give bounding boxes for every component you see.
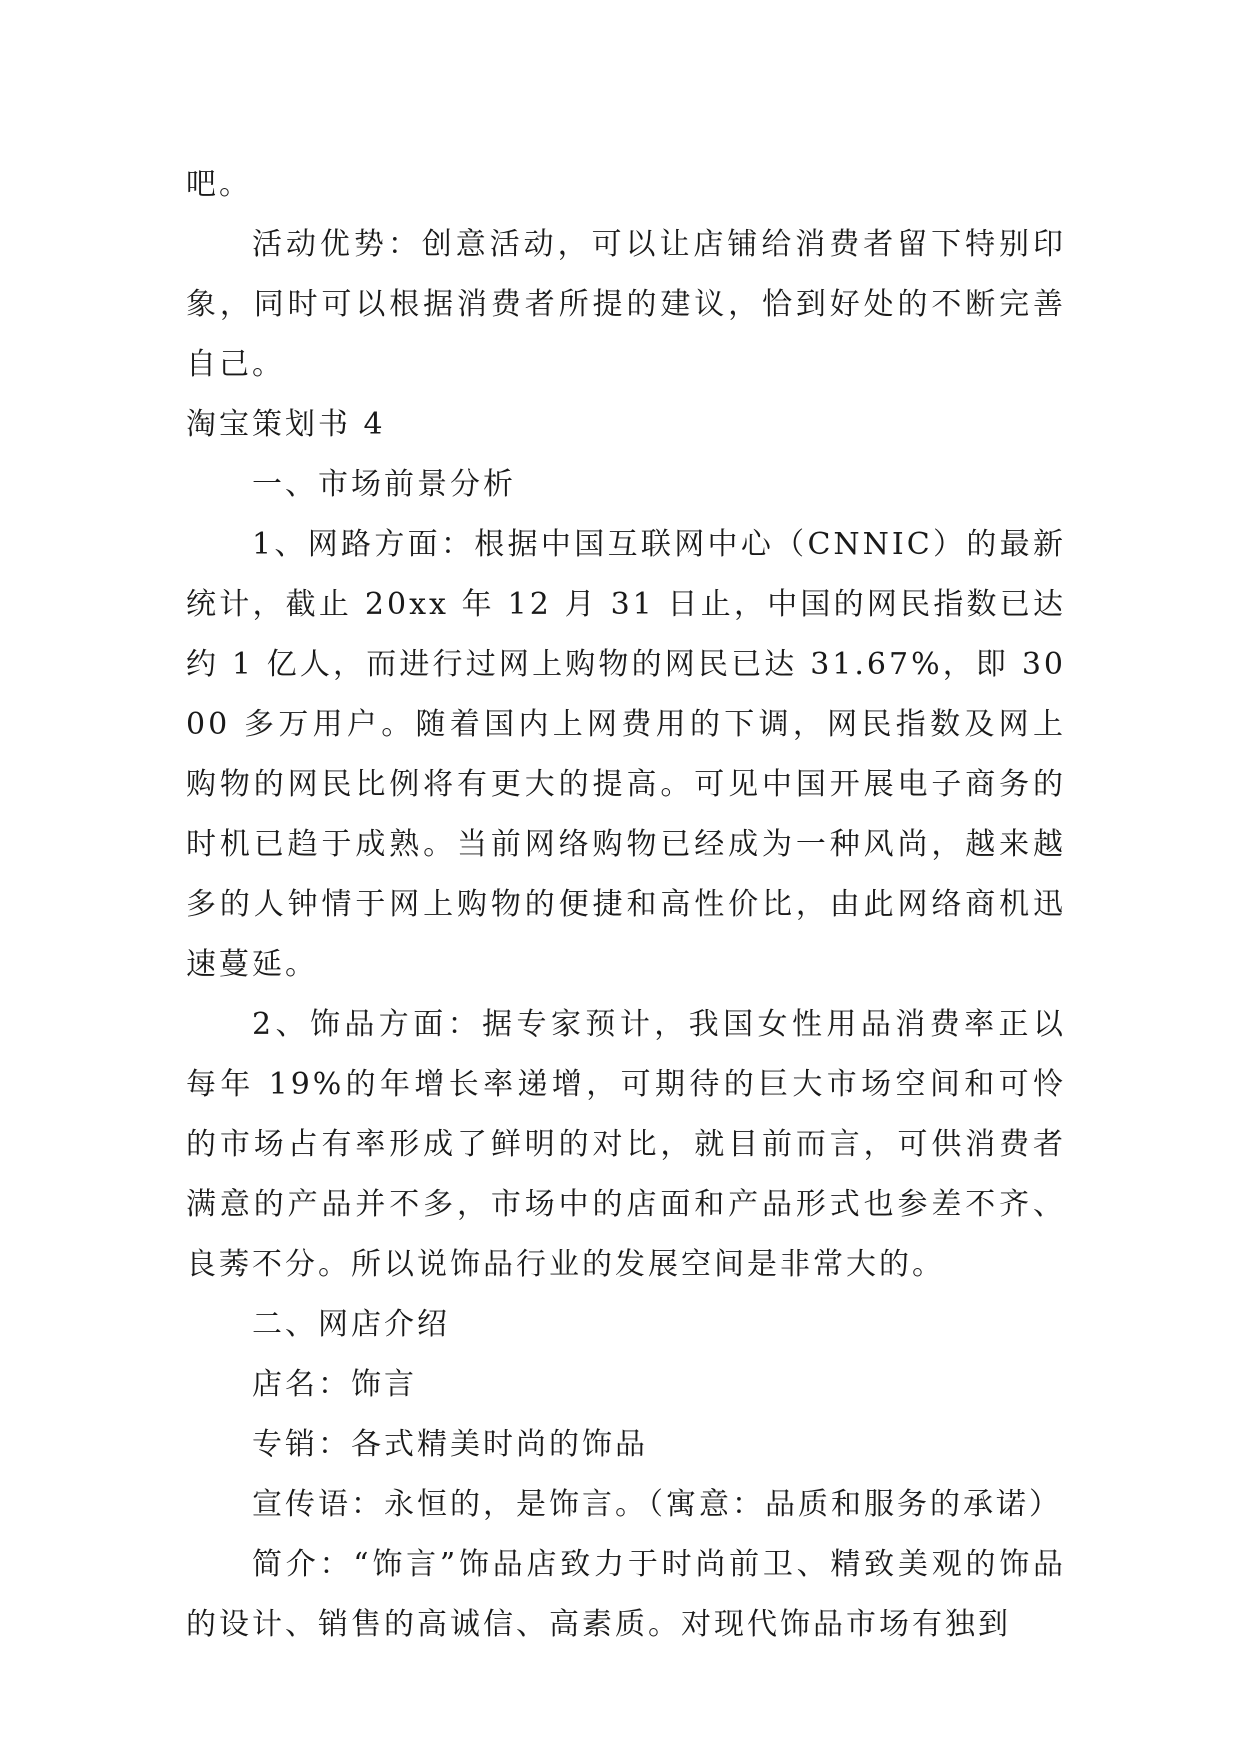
shop-name: 店名：饰言 [252,1367,417,1402]
shop-slogan: 宣传语：永恒的，是饰言。（寓意：品质和服务的承诺） [252,1487,1062,1522]
section-title: 淘宝策划书 4 [186,407,386,442]
paragraph-continuation: 吧。 [186,167,252,202]
heading-market-analysis: 一、市场前景分析 [252,467,516,502]
heading-shop-intro: 二、网店介绍 [252,1307,450,1342]
shop-summary: 简介：“饰言”饰品店致力于时尚前卫、精致美观的饰品的设计、销售的高诚信、高素质。对现代饰品市场有独到 [186,1547,1066,1642]
shop-specialty: 专销：各式精美时尚的饰品 [252,1427,648,1462]
paragraph-network-aspect: 1、网路方面：根据中国互联网中心（CNNIC）的最新统计，截止 20xx 年 12 月 31 日止，中国的网民指数已达约 1 亿人，而进行过网上购物的网民已达 31.67%，即 3000 多万用户。随着国内上网费用的下调，网民指数及网上购物的网民比例将有更大的提高。可见中国开展电子商务的时机已趋于成熟。当前网络购物已经成为一种风尚，越来越多的人钟情于网上购物的便捷和高性价比，由此网络商机迅速蔓延。 [186,527,1066,982]
paragraph-accessory-aspect: 2、饰品方面：据专家预计，我国女性用品消费率正以每年 19%的年增长率递增，可期待的巨大市场空间和可怜的市场占有率形成了鲜明的对比，就目前而言，可供消费者满意的产品并不多，市场中的店面和产品形式也参差不齐、良莠不分。所以说饰品行业的发展空间是非常大的。 [186,1007,1066,1282]
paragraph-activity-advantage: 活动优势：创意活动，可以让店铺给消费者留下特别印象，同时可以根据消费者所提的建议，恰到好处的不断完善自己。 [186,227,1066,382]
document-body [186,155,1066,1655]
